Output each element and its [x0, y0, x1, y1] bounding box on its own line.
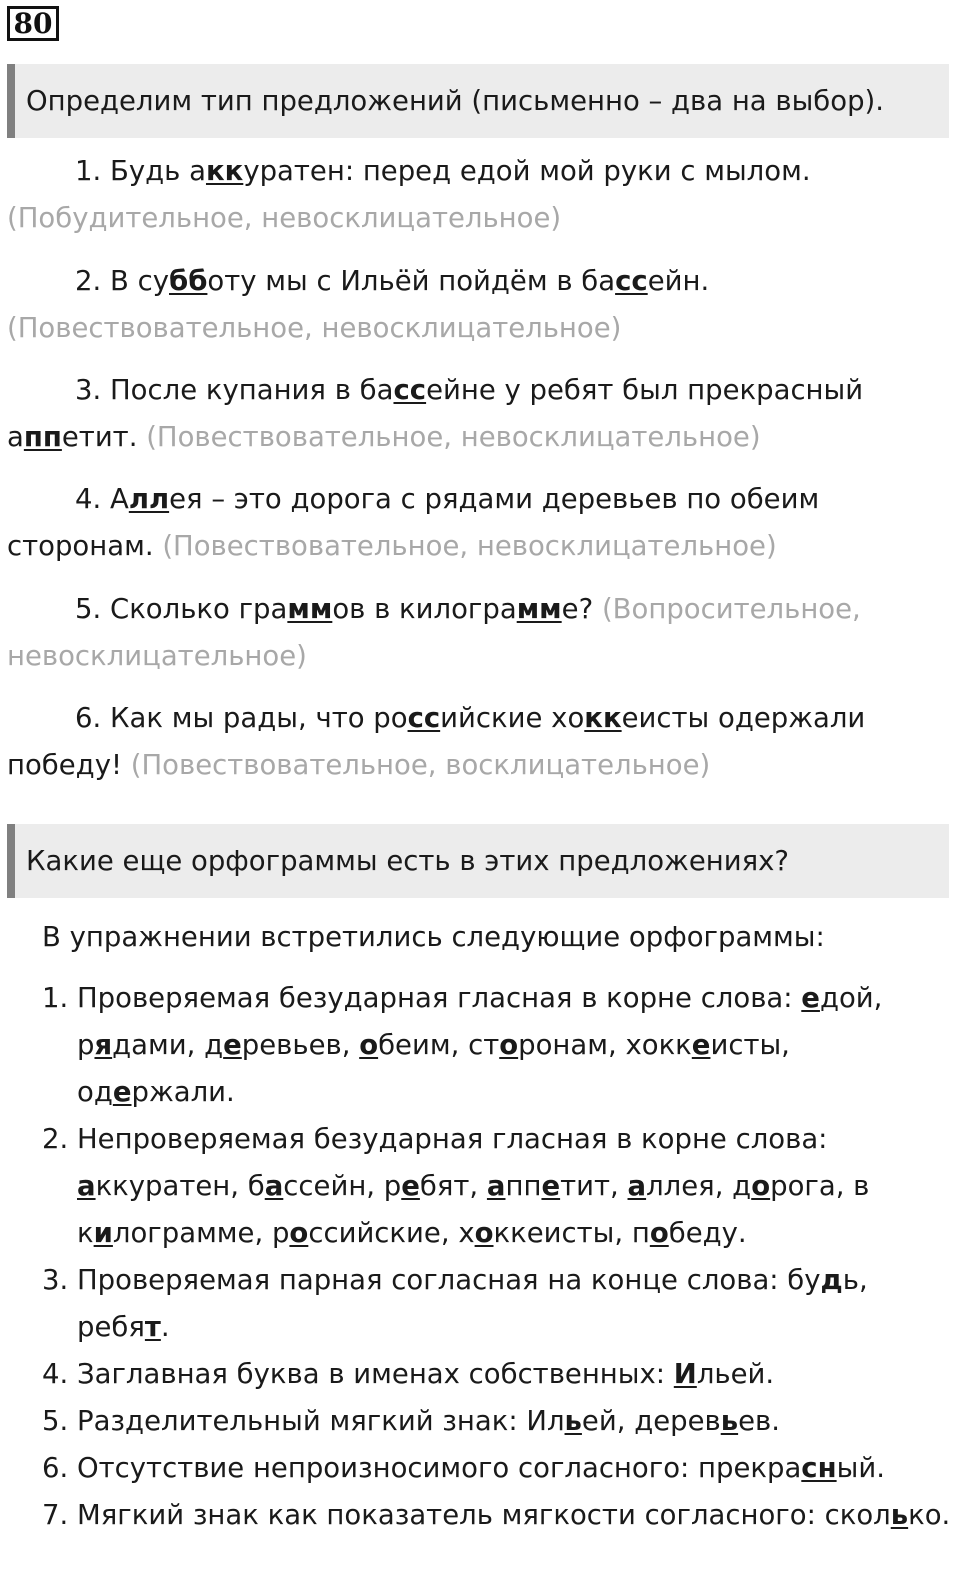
- sentence-text: Будь а: [110, 155, 206, 187]
- sentence-item: [7, 586, 957, 680]
- sentence-type-answer: (Вопросительное, невосклицательное): [7, 593, 861, 672]
- orthogram-words: ккуратен, б: [95, 1170, 265, 1202]
- highlighted-letters: а: [77, 1170, 96, 1202]
- orthogram-words: Отсутствие непроизносимого согласного: прекра: [77, 1452, 802, 1484]
- orthogram-words: лограмме, р: [112, 1217, 290, 1249]
- orthogram-item: [42, 1257, 952, 1351]
- orthogram-item: [42, 1492, 952, 1539]
- orthogram-words: .: [160, 1311, 170, 1343]
- orthogram-words: ревьев,: [241, 1029, 360, 1061]
- sentence-number: 3.: [75, 374, 102, 406]
- task-header-orthograms: Какие еще орфограммы есть в этих предложениях?: [7, 824, 949, 898]
- sentence-type-answer: (Побудительное, невосклицательное): [7, 202, 562, 234]
- sentence-text: В су: [110, 265, 170, 297]
- orthogram-words: Непроверяемая безударная гласная в корне слова:: [77, 1123, 828, 1155]
- orthogram-number: 2.: [42, 1123, 69, 1155]
- orthogram-words: ко.: [908, 1499, 951, 1531]
- highlighted-letters: о: [359, 1029, 379, 1061]
- sentence-type-answer: (Повествовательное, невосклицательное): [7, 312, 622, 344]
- orthogram-words: ь, ребя: [77, 1264, 868, 1343]
- sentence-item: [7, 148, 957, 242]
- sentence-number: 4.: [75, 483, 102, 515]
- orthogram-text: [77, 1398, 952, 1445]
- highlighted-letters: е: [691, 1029, 711, 1061]
- sentence-text: оту мы с Ильёй пойдём в ба: [207, 265, 616, 297]
- orthogram-item: [42, 1398, 952, 1445]
- sentence-number: 2.: [75, 265, 102, 297]
- highlighted-letters: д: [820, 1264, 843, 1296]
- highlighted-letters: а: [264, 1170, 284, 1202]
- sentence-type-answer: (Повествовательное, невосклицательное): [146, 421, 761, 453]
- orthogram-words: беду.: [668, 1217, 747, 1249]
- orthogram-words: Проверяемая безударная гласная в корне слова:: [77, 982, 802, 1014]
- highlighted-letters: о: [289, 1217, 309, 1249]
- highlighted-letters: кк: [205, 155, 244, 187]
- highlighted-letters: ь: [720, 1405, 739, 1437]
- sentence-text: А: [110, 483, 129, 515]
- orthogram-number: 6.: [42, 1452, 69, 1484]
- sentence-type-answer: (Повествовательное, восклицательное): [130, 749, 711, 781]
- highlighted-letters: е: [801, 982, 820, 1014]
- orthogram-intro: В упражнении встретились следующие орфограммы:: [42, 921, 825, 953]
- highlighted-letters: бб: [169, 265, 208, 297]
- orthogram-item: [42, 1351, 952, 1398]
- highlighted-letters: ь: [564, 1405, 582, 1437]
- orthogram-words: ссейн, р: [283, 1170, 402, 1202]
- orthogram-number: 5.: [42, 1405, 69, 1437]
- orthogram-text: [77, 1492, 952, 1539]
- exercise-number: 80: [7, 6, 59, 41]
- orthogram-number: 1.: [42, 982, 69, 1014]
- highlighted-letters: сс: [393, 374, 427, 406]
- orthogram-text: [77, 1351, 952, 1398]
- highlighted-letters: сн: [801, 1452, 837, 1484]
- sentence-item: [7, 258, 957, 352]
- highlighted-letters: о: [499, 1029, 519, 1061]
- highlighted-letters: а: [486, 1170, 506, 1202]
- sentence-item: [7, 367, 957, 461]
- orthogram-text: [77, 1445, 952, 1492]
- highlighted-letters: е: [112, 1076, 132, 1108]
- sentence-text: ийские хо: [440, 702, 585, 734]
- sentence-item: [7, 476, 957, 570]
- orthogram-words: рога, в к: [77, 1170, 870, 1249]
- orthogram-words: ржали.: [131, 1076, 235, 1108]
- orthogram-words: тит,: [560, 1170, 628, 1202]
- orthogram-words: ей, дерев: [581, 1405, 721, 1437]
- sentence-number: 5.: [75, 593, 102, 625]
- sentence-text: е?: [561, 593, 594, 625]
- highlighted-letters: сс: [407, 702, 441, 734]
- highlighted-letters: о: [751, 1170, 771, 1202]
- orthogram-words: ллея, д: [646, 1170, 752, 1202]
- highlighted-letters: и: [93, 1217, 113, 1249]
- highlighted-letters: а: [627, 1170, 647, 1202]
- sentence-text: ея – это дорога с рядами деревьев по обеим сторонам.: [7, 483, 820, 562]
- orthogram-number: 7.: [42, 1499, 69, 1531]
- sentence-text: еисты одержали победу!: [7, 702, 866, 781]
- orthogram-item: [42, 1116, 952, 1257]
- highlighted-letters: мм: [516, 593, 562, 625]
- sentence-text: ов в килогра: [332, 593, 517, 625]
- highlighted-letters: И: [673, 1358, 697, 1390]
- orthogram-words: льей.: [696, 1358, 775, 1390]
- orthogram-list: [42, 975, 952, 1539]
- orthogram-number: 3.: [42, 1264, 69, 1296]
- sentence-text: После купания в ба: [110, 374, 394, 406]
- highlighted-letters: е: [223, 1029, 242, 1061]
- orthogram-words: беим, ст: [378, 1029, 500, 1061]
- sentence-text: ейне у ребят был прекрасный а: [7, 374, 864, 453]
- highlighted-letters: я: [94, 1029, 113, 1061]
- sentence-item: [7, 695, 957, 789]
- orthogram-text: [77, 1257, 952, 1351]
- orthogram-words: исты, од: [77, 1029, 790, 1108]
- orthogram-text: [77, 1116, 952, 1257]
- sentence-text: Как мы рады, что ро: [110, 702, 408, 734]
- orthogram-words: ый.: [836, 1452, 885, 1484]
- orthogram-words: дами, д: [112, 1029, 224, 1061]
- orthogram-number: 4.: [42, 1358, 69, 1390]
- highlighted-letters: ь: [890, 1499, 909, 1531]
- orthogram-words: Проверяемая парная согласная на конце слова: бу: [77, 1264, 821, 1296]
- orthogram-words: Мягкий знак как показатель мягкости согласного: скол: [77, 1499, 891, 1531]
- highlighted-letters: о: [649, 1217, 669, 1249]
- highlighted-letters: мм: [287, 593, 333, 625]
- orthogram-words: ев.: [738, 1405, 780, 1437]
- orthogram-text: [77, 975, 952, 1116]
- highlighted-letters: пп: [23, 421, 62, 453]
- sentence-number: 1.: [75, 155, 102, 187]
- orthogram-words: ссийские, х: [308, 1217, 475, 1249]
- orthogram-item: [42, 1445, 952, 1492]
- sentence-number: 6.: [75, 702, 102, 734]
- orthogram-words: бят,: [419, 1170, 487, 1202]
- sentence-text: етит.: [61, 421, 138, 453]
- orthogram-item: [42, 975, 952, 1116]
- highlighted-letters: о: [474, 1217, 494, 1249]
- orthogram-words: ронам, хокк: [518, 1029, 692, 1061]
- sentence-text: уратен: перед едой мой руки с мылом.: [243, 155, 811, 187]
- sentence-text: ейн.: [647, 265, 710, 297]
- highlighted-letters: е: [541, 1170, 561, 1202]
- task-header-sentence-types: Определим тип предложений (письменно – два на выбор).: [7, 64, 949, 138]
- sentence-text: Сколько гра: [110, 593, 288, 625]
- orthogram-words: Заглавная буква в именах собственных:: [77, 1358, 674, 1390]
- highlighted-letters: е: [401, 1170, 420, 1202]
- orthogram-words: пп: [505, 1170, 542, 1202]
- highlighted-letters: лл: [128, 483, 170, 515]
- orthogram-words: дой, р: [77, 982, 883, 1061]
- orthogram-words: Разделительный мягкий знак: Ил: [77, 1405, 565, 1437]
- highlighted-letters: кк: [584, 702, 622, 734]
- highlighted-letters: сс: [615, 265, 648, 297]
- sentence-type-answer: (Повествовательное, невосклицательное): [162, 530, 777, 562]
- highlighted-letters: т: [144, 1311, 161, 1343]
- orthogram-words: ккеисты, п: [493, 1217, 650, 1249]
